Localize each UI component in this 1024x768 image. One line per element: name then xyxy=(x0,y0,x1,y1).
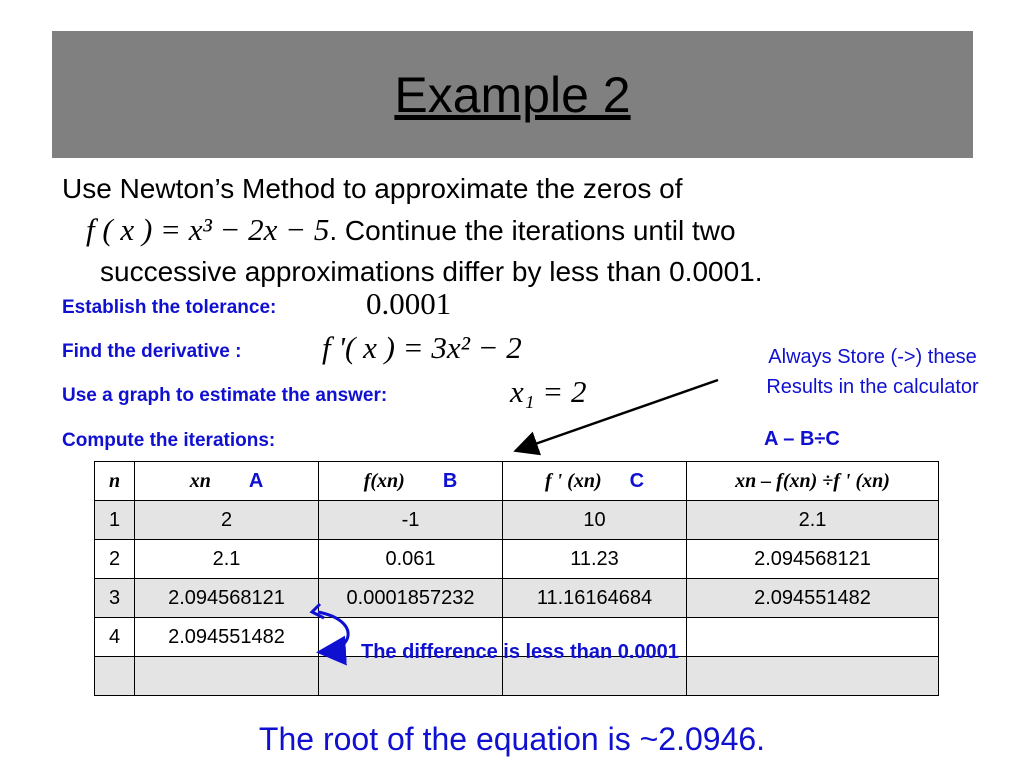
tolerance-label: Establish the tolerance: xyxy=(62,297,277,318)
derivative-label: Find the derivative : xyxy=(62,341,242,362)
intro-line-3: successive approximations differ by less than 0.0001. xyxy=(100,256,763,287)
initial-guess: x₁ = 2 xyxy=(510,374,587,409)
calculator-note-line-2: Results in the calculator xyxy=(766,376,979,398)
header-n-text: n xyxy=(108,469,121,492)
conclusion: The root of the equation is ~2.0946. xyxy=(258,721,766,757)
graph-label: Use a graph to estimate the answer: xyxy=(62,385,388,406)
header-next-x-text: xn – f(xn) ÷f ' (xn) xyxy=(735,469,890,492)
cell-xn: 2.1 xyxy=(135,540,319,579)
cell-next-x: 2.094551482 xyxy=(687,579,939,618)
cell-xn: 2 xyxy=(135,501,319,540)
cell-next-x: 2.1 xyxy=(687,501,939,540)
cell-fprime: 11.16164684 xyxy=(503,579,687,618)
curved-compare-arrowhead-top-icon xyxy=(312,604,324,618)
slide-title: Example 2 xyxy=(394,66,631,123)
header-fprime-xn-text: f ' (xn) xyxy=(544,469,602,492)
cell-fxn: -1 xyxy=(319,501,503,540)
cell-next-x: 2.094568121 xyxy=(687,540,939,579)
calculator-note-line-1: Always Store (->) these xyxy=(768,346,977,368)
cell-fxn: 0.0001857232 xyxy=(319,579,503,618)
function-expression: f ( x ) = x³ − 2x − 5 xyxy=(86,212,330,247)
cell-fprime: 11.23 xyxy=(503,540,687,579)
cell-xn: 2.094551482 xyxy=(135,618,319,657)
compute-label: Compute the iterations: xyxy=(62,430,276,451)
cell-fxn: 0.061 xyxy=(319,540,503,579)
intro-line-1: Use Newton’s Method to approximate the zeros of xyxy=(62,173,683,204)
store-arrow-icon xyxy=(518,380,718,450)
column-tag-a: A xyxy=(248,469,264,492)
cell-n: 1 xyxy=(95,501,135,540)
intro-line-2-tail: . Continue the iterations until two xyxy=(329,215,736,246)
header-xn-text: xn xyxy=(189,469,211,492)
cell-n: 3 xyxy=(95,579,135,618)
cell-n: 4 xyxy=(95,618,135,657)
header-fxn-text: f(xn) xyxy=(363,469,405,492)
formula-label: A – B÷C xyxy=(764,428,840,450)
column-tag-b: B xyxy=(442,469,458,492)
derivative-expression: f '( x ) = 3x² − 2 xyxy=(322,330,522,365)
difference-note: The difference is less than 0.0001 xyxy=(361,641,679,663)
cell-fprime: 10 xyxy=(503,501,687,540)
cell-n: 2 xyxy=(95,540,135,579)
tolerance-value: 0.0001 xyxy=(366,286,452,321)
column-tag-c: C xyxy=(629,469,645,492)
cell-xn: 2.094568121 xyxy=(135,579,319,618)
